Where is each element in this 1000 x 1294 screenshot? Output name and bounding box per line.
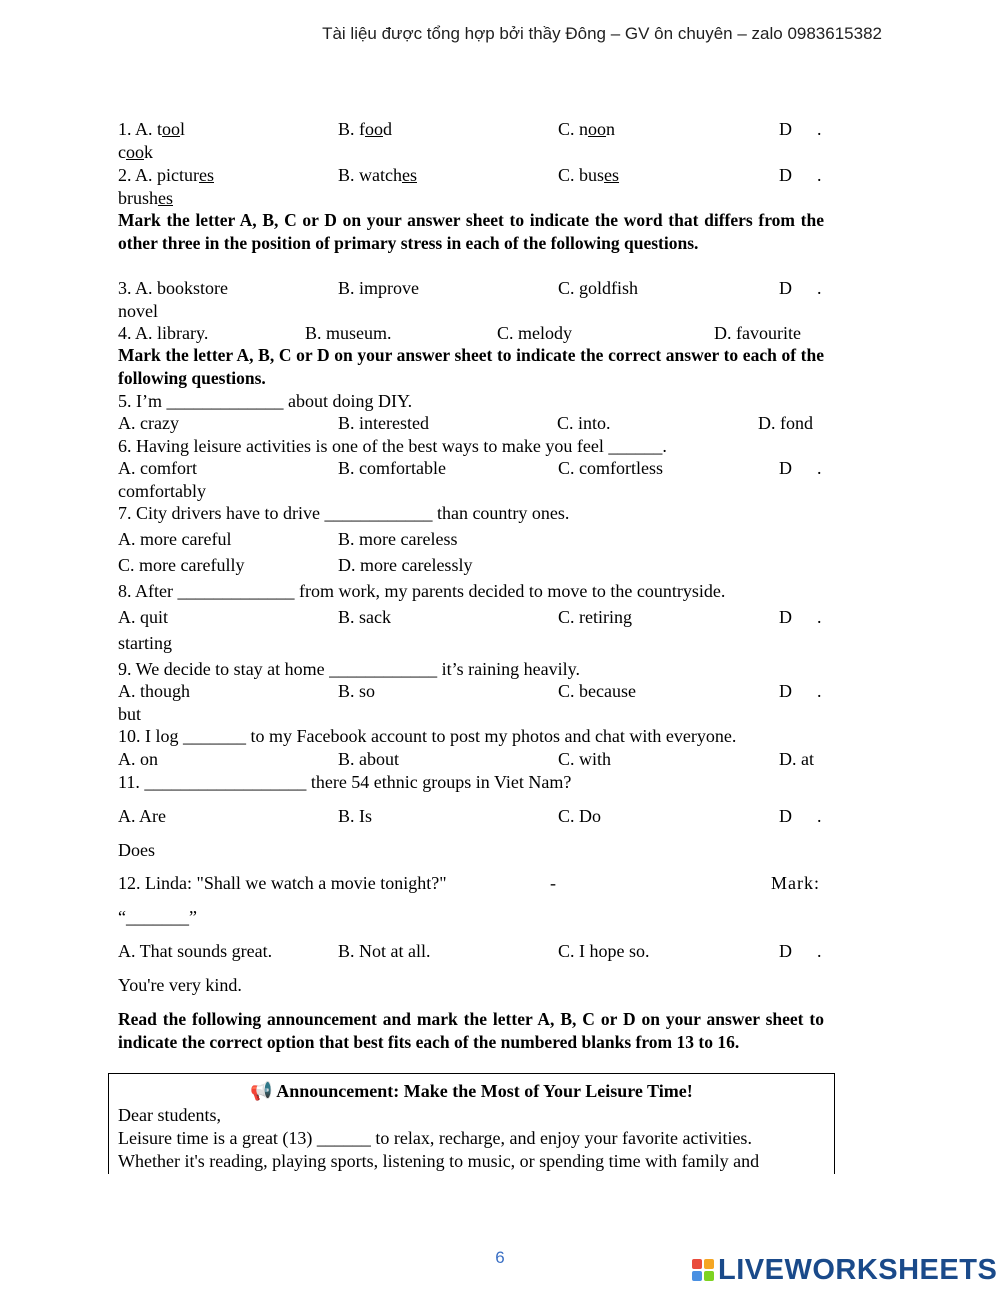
q7-option-b: B. more careless: [338, 529, 458, 549]
q12-option-b: B. Not at all.: [338, 941, 431, 961]
q11-option-d-word: Does: [118, 840, 155, 860]
instruction-reading: Read the following announcement and mark the letter A, B, C or D on your answer sheet to indicate the correct option that best fits each of the numbered blanks from 13 to 16.: [118, 1009, 824, 1052]
q6-option-b: B. comfortable: [338, 458, 446, 478]
q9-option-d-dot: .: [817, 681, 822, 701]
q6-option-a: A. comfort: [118, 458, 197, 478]
q7-option-c: C. more carefully: [118, 555, 245, 575]
document-header: Tài liệu được tổng hợp bởi thầy Đông – GV ôn chuyên – zalo 0983615382: [322, 24, 882, 43]
announcement-box: [108, 1073, 835, 1174]
q7-option-d: D. more carelessly: [338, 555, 473, 575]
q8-option-c: C. retiring: [558, 607, 632, 627]
q9-option-d-word: but: [118, 704, 142, 724]
logo-square: [704, 1271, 714, 1281]
q10-option-d: D. at: [779, 749, 814, 769]
instruction-stress: Mark the letter A, B, C or D on your answer sheet to indicate the word that differs from the other three in the position of primary stress in each of the following questions.: [118, 210, 824, 253]
announcement-greeting: Dear students,: [118, 1105, 221, 1125]
q2-option-d: D: [779, 165, 792, 185]
q4-option-a: 4. A. library.: [118, 323, 209, 343]
instruction-correct-answer: Mark the letter A, B, C or D on your answer sheet to indicate the correct answer to each of the following questions.: [118, 345, 824, 388]
q9-stem: 9. We decide to stay at home ____________ it’s raining heavily.: [118, 659, 580, 679]
q3-option-d-dot: .: [817, 278, 822, 298]
q4-option-b: B. museum.: [305, 323, 392, 343]
q1-option-b: B. food: [338, 119, 392, 139]
q6-option-c: C. comfortless: [558, 458, 663, 478]
q8-option-b: B. sack: [338, 607, 391, 627]
q12-option-c: C. I hope so.: [558, 941, 650, 961]
q9-option-c: C. because: [558, 681, 636, 701]
q1-option-d: D: [779, 119, 792, 139]
logo-square: [704, 1259, 714, 1269]
q2-option-a: 2. A. pictures: [118, 165, 214, 185]
q10-option-c: C. with: [558, 749, 612, 769]
q7-stem: 7. City drivers have to drive ____________ than country ones.: [118, 503, 570, 523]
q8-option-d-word: starting: [118, 633, 172, 653]
q3-option-a: 3. A. bookstore: [118, 278, 228, 298]
q2-option-c: C. buses: [558, 165, 620, 185]
q5-option-d: D. fond: [758, 413, 813, 433]
q1-option-a: 1. A. tool: [118, 119, 186, 139]
page-number: 6: [495, 1248, 505, 1267]
q5-option-c: C. into.: [557, 413, 611, 433]
q12-blank: “_______”: [118, 907, 197, 927]
q12-option-d: D: [779, 941, 792, 961]
q2-option-d-word: brushes: [118, 188, 173, 208]
q3-option-d-word: novel: [118, 301, 158, 321]
q8-stem: 8. After _____________ from work, my parents decided to move to the countryside.: [118, 581, 726, 601]
q2-option-b: B. watches: [338, 165, 417, 185]
q9-option-a: A. though: [118, 681, 190, 701]
q11-option-a: A. Are: [118, 806, 166, 826]
announcement-line-1: Leisure time is a great (13) ______ to relax, recharge, and enjoy your favorite activities.: [118, 1128, 752, 1148]
q6-option-d-word: comfortably: [118, 481, 206, 501]
announcement-line-2: Whether it's reading, playing sports, listening to music, or spending time with family and: [118, 1151, 760, 1171]
q10-option-b: B. about: [338, 749, 399, 769]
q10-option-a: A. on: [118, 749, 158, 769]
q9-option-b: B. so: [338, 681, 376, 701]
q5-option-a: A. crazy: [118, 413, 179, 433]
q8-option-d: D: [779, 607, 792, 627]
q8-option-d-dot: .: [817, 607, 822, 627]
q11-stem: 11. __________________ there 54 ethnic groups in Viet Nam?: [118, 772, 572, 792]
q3-option-d: D: [779, 278, 792, 298]
q6-option-d-dot: .: [817, 458, 822, 478]
megaphone-icon: 📢: [250, 1081, 273, 1101]
q12-stem: 12. Linda: "Shall we watch a movie tonight?": [118, 873, 447, 893]
q12-option-a: A. That sounds great.: [118, 941, 273, 961]
q1-option-d-word: cook: [118, 142, 153, 162]
q3-option-b: B. improve: [338, 278, 419, 298]
logo-text: LIVEWORKSHEETS: [718, 1253, 998, 1286]
q7-option-a: A. more careful: [118, 529, 232, 549]
q12-dash: -: [550, 873, 556, 893]
q5-option-b: B. interested: [338, 413, 429, 433]
q4-option-d: D. favourite: [714, 323, 801, 343]
q11-option-d: D: [779, 806, 792, 826]
q5-stem: 5. I’m _____________ about doing DIY.: [118, 391, 413, 411]
q1-option-c: C. noon: [558, 119, 616, 139]
q8-option-a: A. quit: [118, 607, 169, 627]
logo-grid-icon: [692, 1259, 714, 1281]
q12-option-d-dot: .: [817, 941, 822, 961]
q11-option-d-dot: .: [817, 806, 822, 826]
q6-stem: 6. Having leisure activities is one of the best ways to make you feel ______.: [118, 436, 667, 456]
q3-option-c: C. goldfish: [558, 278, 639, 298]
q6-option-d: D: [779, 458, 792, 478]
logo-square: [692, 1271, 702, 1281]
q10-stem: 10. I log _______ to my Facebook account to post my photos and chat with everyone.: [118, 726, 737, 746]
q12-mark: Mark:: [771, 873, 820, 893]
q12-option-d-word: You're very kind.: [118, 975, 242, 995]
q1-option-d-dot: .: [817, 119, 822, 139]
q11-option-b: B. Is: [338, 806, 373, 826]
q11-option-c: C. Do: [558, 806, 602, 826]
liveworksheets-logo[interactable]: [692, 1253, 997, 1287]
q2-option-d-dot: .: [817, 165, 822, 185]
q4-option-c: C. melody: [497, 323, 572, 343]
logo-square: [692, 1259, 702, 1269]
announcement-title: 📢 Announcement: Make the Most of Your Leisure Time!: [250, 1081, 693, 1101]
q9-option-d: D: [779, 681, 792, 701]
